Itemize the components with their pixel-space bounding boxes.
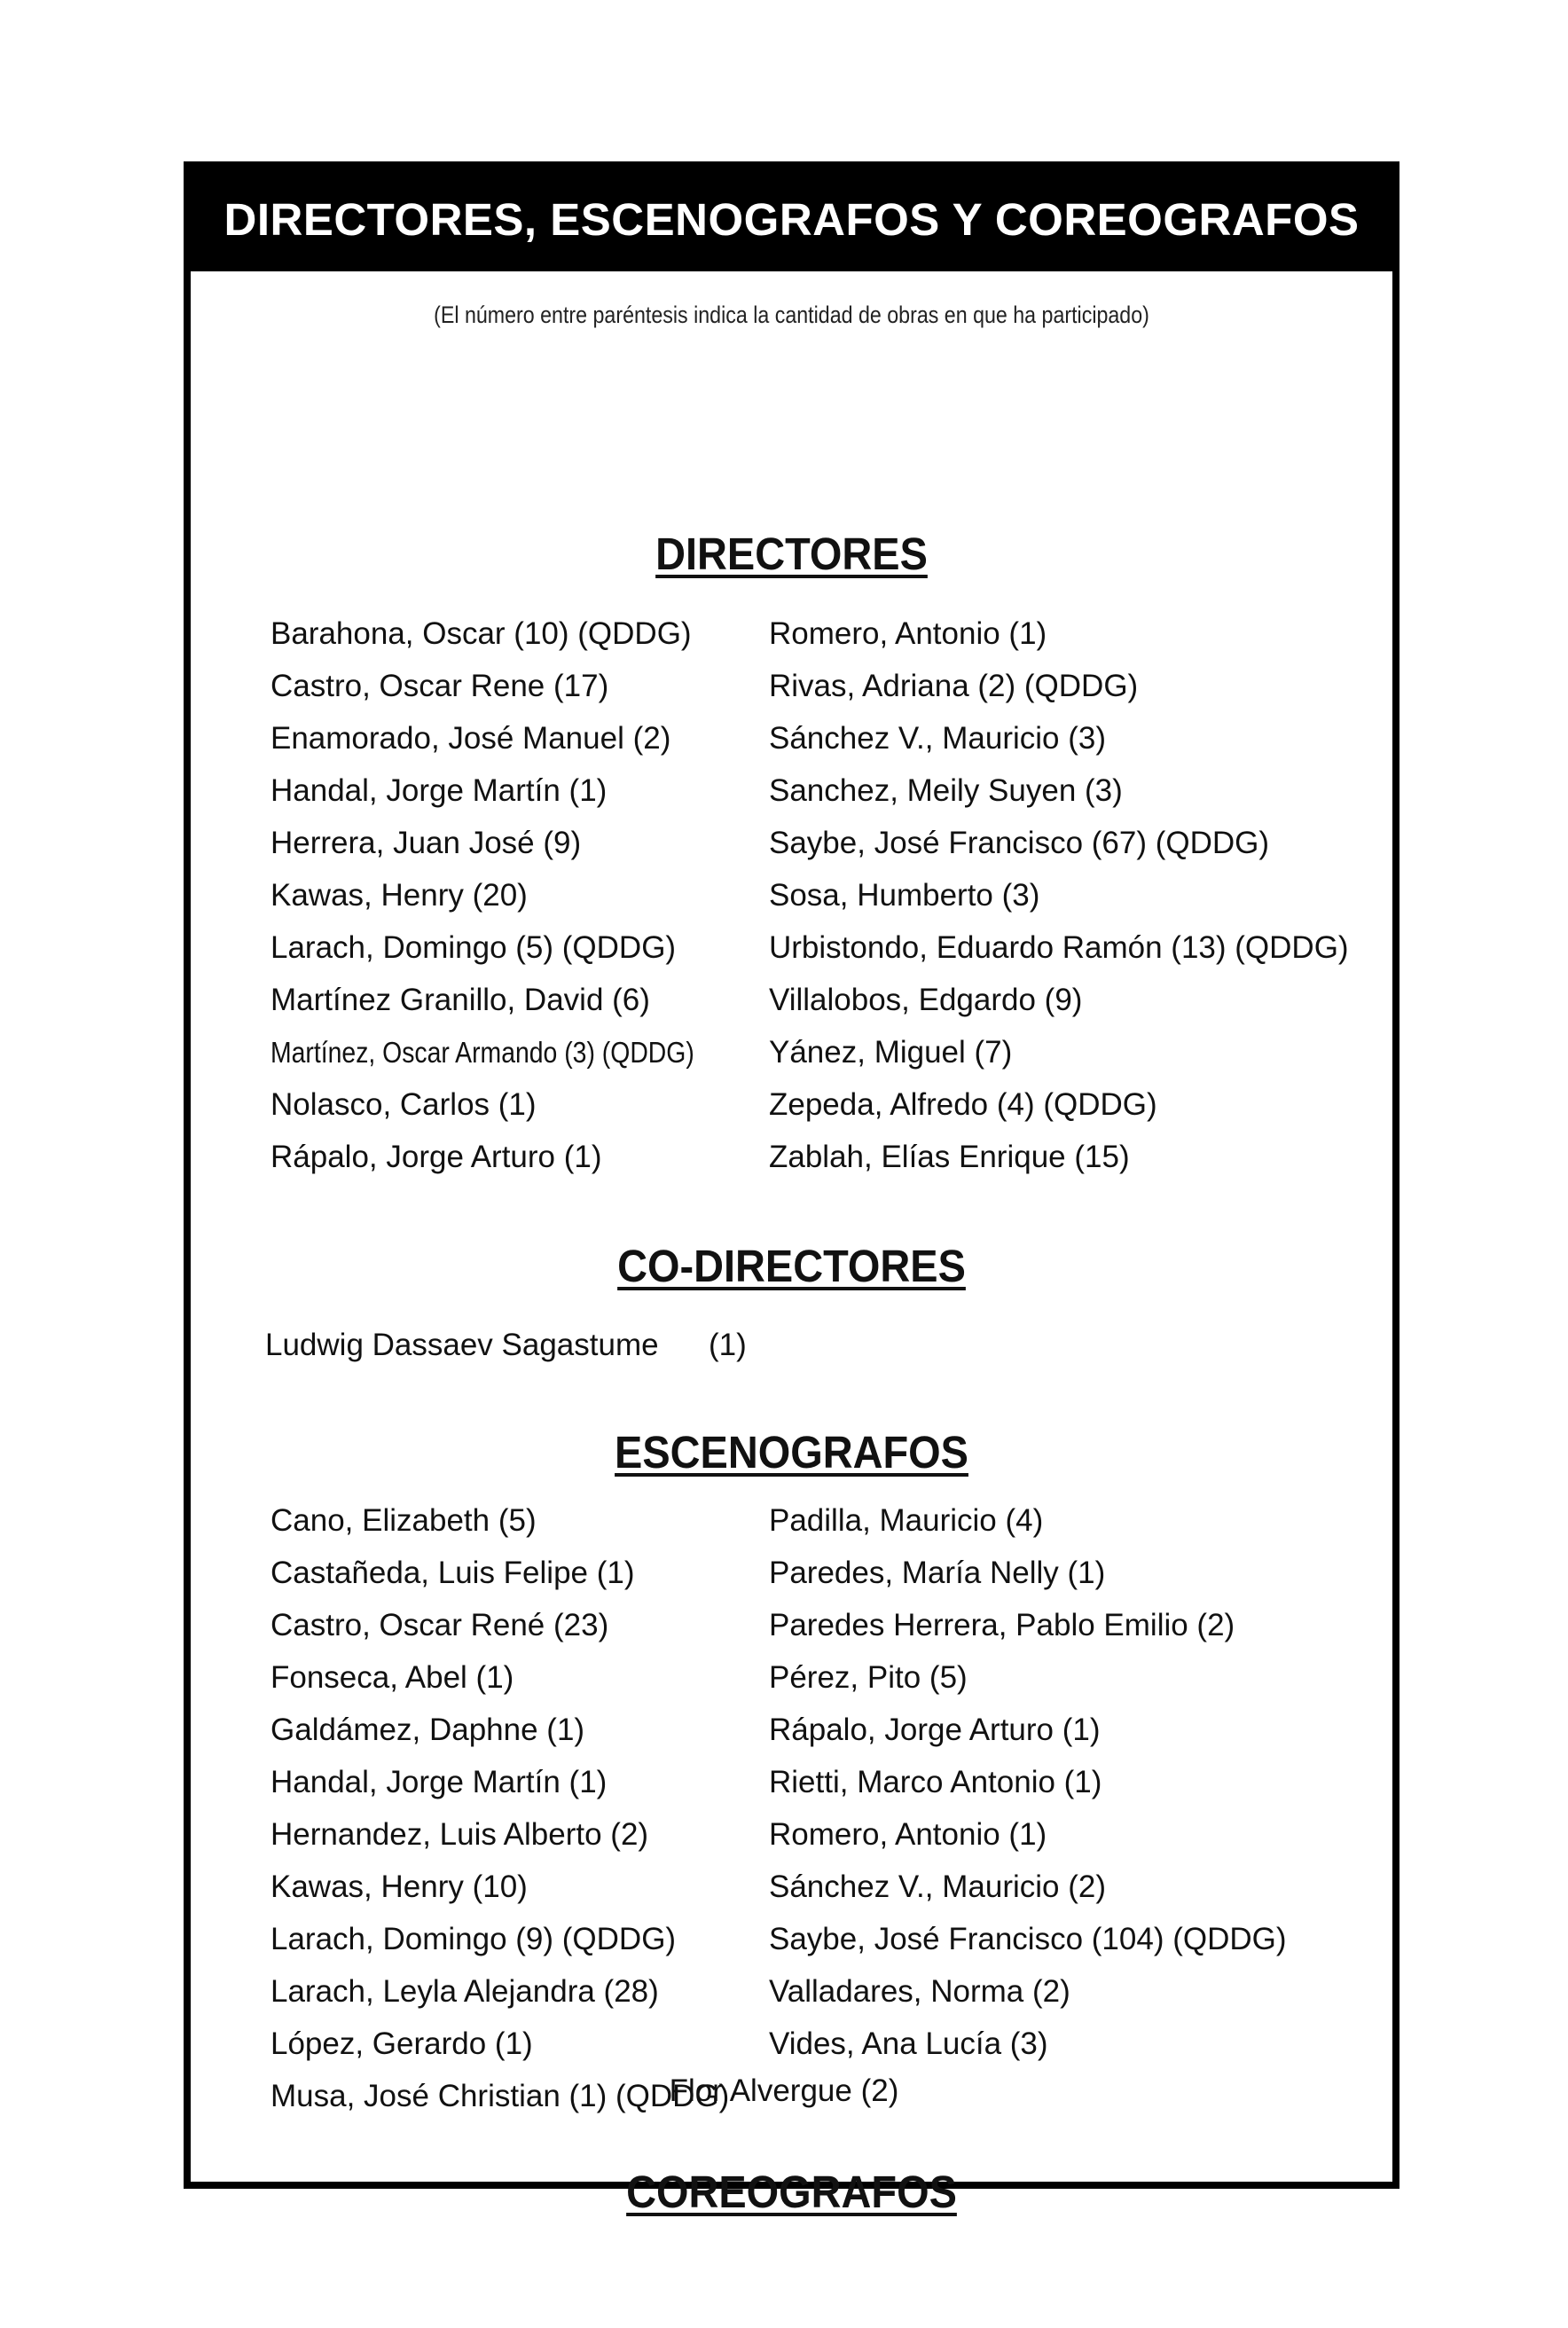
section-heading-coreografos: COREOGRAFOS xyxy=(626,2167,957,2217)
list-item: Larach, Leyla Alejandra (28) xyxy=(270,1974,659,2009)
list-item: Handal, Jorge Martín (1) xyxy=(270,1765,608,1799)
codirector-count: (1) xyxy=(709,1328,747,1362)
list-item: Sánchez V., Mauricio (3) xyxy=(769,721,1106,756)
list-item: Rápalo, Jorge Arturo (1) xyxy=(769,1713,1101,1747)
list-item: Zepeda, Alfredo (4) (QDDG) xyxy=(769,1087,1157,1122)
list-item: Castro, Oscar René (23) xyxy=(270,1608,609,1642)
escenografos-left-column xyxy=(270,1494,729,2122)
escenografos-right-column xyxy=(769,1494,1287,2070)
list-item: Paredes Herrera, Pablo Emilio (2) xyxy=(769,1608,1235,1642)
page-title: DIRECTORES, ESCENOGRAFOS Y COREOGRAFOS xyxy=(191,169,1392,271)
list-item: Romero, Antonio (1) xyxy=(769,616,1047,651)
list-item: Sosa, Humberto (3) xyxy=(769,878,1040,913)
list-item: Saybe, José Francisco (104) (QDDG) xyxy=(769,1922,1287,1956)
list-item: Barahona, Oscar (10) (QDDG) xyxy=(270,616,692,651)
list-item: Urbistondo, Eduardo Ramón (13) (QDDG) xyxy=(769,930,1349,965)
directores-right-column xyxy=(769,607,1349,1183)
section-heading-directores: DIRECTORES xyxy=(655,529,928,579)
list-item: Castañeda, Luis Felipe (1) xyxy=(270,1556,635,1590)
list-item: Rápalo, Jorge Arturo (1) xyxy=(270,1140,602,1174)
list-item: Galdámez, Daphne (1) xyxy=(270,1713,585,1747)
list-item: Fonseca, Abel (1) xyxy=(270,1660,514,1695)
list-item: Larach, Domingo (9) (QDDG) xyxy=(270,1922,677,1956)
section-heading-codirectores: CO-DIRECTORES xyxy=(617,1241,966,1291)
list-item: Rivas, Adriana (2) (QDDG) xyxy=(769,669,1139,703)
directores-left-column xyxy=(270,607,764,1183)
list-item: Paredes, María Nelly (1) xyxy=(769,1556,1106,1590)
section-heading-escenografos: ESCENOGRAFOS xyxy=(615,1427,968,1478)
list-item: Sanchez, Meily Suyen (3) xyxy=(769,773,1123,808)
list-item: Yánez, Miguel (7) xyxy=(769,1035,1013,1070)
list-item: Hernandez, Luis Alberto (2) xyxy=(270,1817,649,1852)
list-item: Castro, Oscar Rene (17) xyxy=(270,669,609,703)
list-item: Valladares, Norma (2) xyxy=(769,1974,1070,2009)
coreografo-entry: Flor Alvergue (2) xyxy=(669,2073,899,2108)
list-item: Musa, José Christian (1) (QDDG) xyxy=(270,2079,730,2113)
list-item: Nolasco, Carlos (1) xyxy=(270,1087,537,1122)
content-frame xyxy=(184,161,1399,2217)
list-item: Vides, Ana Lucía (3) xyxy=(769,2026,1048,2061)
list-item: Villalobos, Edgardo (9) xyxy=(769,983,1083,1017)
list-item: Padilla, Mauricio (4) xyxy=(769,1503,1044,1538)
codirector-name: Ludwig Dassaev Sagastume xyxy=(265,1328,659,1362)
list-item: Kawas, Henry (10) xyxy=(270,1869,528,1904)
codirector-entry xyxy=(265,1319,747,1371)
list-item: Martínez Granillo, David (6) xyxy=(270,983,650,1017)
list-item: Larach, Domingo (5) (QDDG) xyxy=(270,930,677,965)
list-item: Sánchez V., Mauricio (2) xyxy=(769,1869,1106,1904)
list-item: Martínez, Oscar Armando (3) (QDDG) xyxy=(270,1036,694,1069)
list-item: Pérez, Pito (5) xyxy=(769,1660,968,1695)
list-item: Zablah, Elías Enrique (15) xyxy=(769,1140,1130,1174)
list-item: Romero, Antonio (1) xyxy=(769,1817,1047,1852)
list-item: Saybe, José Francisco (67) (QDDG) xyxy=(769,826,1270,860)
list-item: Cano, Elizabeth (5) xyxy=(270,1503,537,1538)
list-item: López, Gerardo (1) xyxy=(270,2026,533,2061)
list-item: Rietti, Marco Antonio (1) xyxy=(769,1765,1102,1799)
explanatory-note: (El número entre paréntesis indica la cantidad de obras en que ha participado) xyxy=(434,302,1149,328)
list-item: Kawas, Henry (20) xyxy=(270,878,528,913)
list-item: Herrera, Juan José (9) xyxy=(270,826,582,860)
list-item: Enamorado, José Manuel (2) xyxy=(270,721,671,756)
list-item: Handal, Jorge Martín (1) xyxy=(270,773,608,808)
